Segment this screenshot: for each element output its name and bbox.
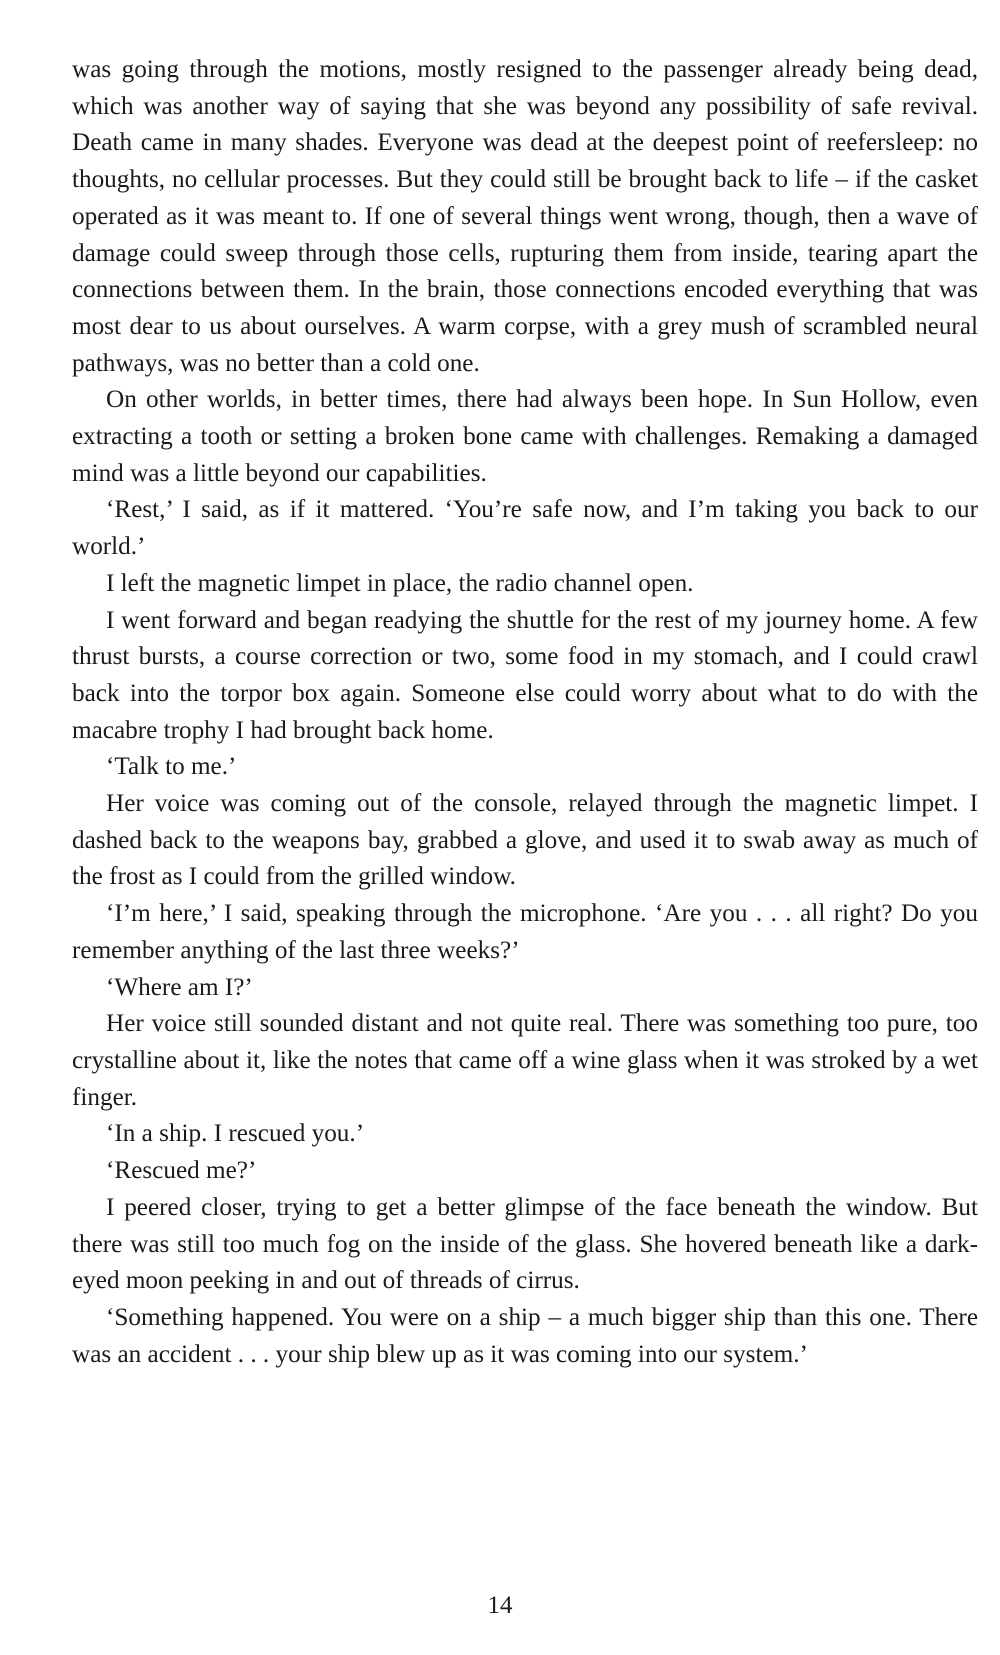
paragraph: I went forward and began readying the shuttle for the rest of my journey home. A few thrust bursts, a course correction or two, some food in my stomach, and I could crawl back into the torpor box again. Someone else could worry about what to do with the macabre trophy I had brought back home. <box>72 606 978 744</box>
paragraph: ‘In a ship. I rescued you.’ <box>106 1120 365 1148</box>
paragraph: Her voice still sounded distant and not quite real. There was something too pure, too crystalline about it, like the notes that came off a wine glass when it was stroked by a wet finger. <box>72 1010 978 1111</box>
paragraph: ‘Something happened. You were on a ship – a much bigger ship than this one. There was an accident . . . your ship blew up as it was coming into our system.’ <box>72 1303 978 1368</box>
paragraph: I left the magnetic limpet in place, the radio channel open. <box>106 569 694 597</box>
page-body <box>72 52 978 1373</box>
paragraph: was going through the motions, mostly resigned to the passenger already being dead, which was another way of saying that she was beyond any possibility of safe revival. Death came in many shades. Everyone was dead at the deepest point of reefersleep: no thoughts, no cellular processes. But they could still be brought back to life – if the casket operated as it was meant to. If one of several things went wrong, though, then a wave of damage could sweep through those cells, rupturing them from inside, tearing apart the connections between them. In the brain, those connections encoded everything that was most dear to us about ourselves. A warm corpse, with a grey mush of scrambled neural pathways, was no better than a cold one. <box>72 56 978 377</box>
paragraph: ‘Where am I?’ <box>106 973 253 1001</box>
paragraph: Her voice was coming out of the console, relayed through the magnetic limpet. I dashed back to the weapons bay, grabbed a glove, and used it to swab away as much of the frost as I could from the grilled window. <box>72 790 978 891</box>
paragraph: ‘Rest,’ I said, as if it mattered. ‘You’re safe now, and I’m taking you back to our world.’ <box>72 496 978 561</box>
paragraph: ‘I’m here,’ I said, speaking through the microphone. ‘Are you . . . all right? Do you remember anything of the last three weeks?’ <box>72 900 978 964</box>
paragraph: On other worlds, in better times, there had always been hope. In Sun Hollow, even extracting a tooth or setting a broken bone came with challenges. Remaking a damaged mind was a little beyond our capabilities. <box>72 386 978 487</box>
paragraph: I peered closer, trying to get a better glimpse of the face beneath the window. But there was still too much fog on the inside of the glass. She hovered beneath like a dark-eyed moon peeking in and out of threads of cirrus. <box>72 1193 978 1295</box>
paragraph: ‘Rescued me?’ <box>106 1157 257 1185</box>
page-number: 14 <box>487 1592 513 1619</box>
paragraph: ‘Talk to me.’ <box>106 753 237 781</box>
